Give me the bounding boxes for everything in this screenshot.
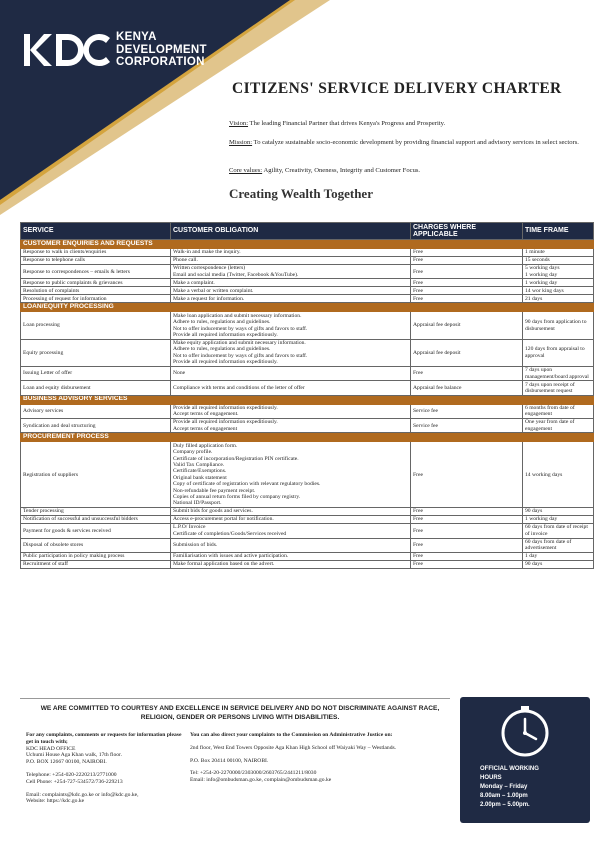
cell-charges: Free xyxy=(411,295,523,303)
cell-charges: Appraisal fee deposit xyxy=(411,312,523,339)
logo-line-development: DEVELOPMENT xyxy=(116,43,207,56)
section-title: LOAN/EQUITY PROCESSING xyxy=(21,303,594,312)
cell-service: Registration of suppliers xyxy=(21,442,171,508)
cell-service: Advisory services xyxy=(21,404,171,418)
cell-service: Response to telephone calls xyxy=(21,257,171,265)
cell-time-frame: 90 days xyxy=(523,508,594,516)
hours-days: Monday – Friday xyxy=(480,784,528,790)
table-header-row xyxy=(21,223,594,240)
section-row xyxy=(21,240,594,249)
cell-time-frame: 1 working day xyxy=(523,516,594,524)
cell-customer-obligation: Make a verbal or written complaint. xyxy=(171,287,411,295)
cell-customer-obligation: L.P.O/ Invoice Certificate of completion/Goods/Services received xyxy=(171,524,411,538)
contact-address-2: P.O. BOX 12667 00100, NAIROBI. xyxy=(26,759,107,766)
table-row xyxy=(21,265,594,279)
cell-customer-obligation: Phone call. xyxy=(171,257,411,265)
cell-charges: Free xyxy=(411,538,523,552)
tagline: Creating Wealth Together xyxy=(229,186,373,201)
kdc-logo-text xyxy=(116,31,207,69)
contact-telephone: Telephone: +254-020-2220213/2771000 xyxy=(26,771,117,778)
cell-customer-obligation: Written correspondence (letters) Email and social media (Twitter, Facebook &YouTube). xyxy=(171,265,411,279)
cell-service: Resolution of complaints xyxy=(21,287,171,295)
mission-label: Mission: xyxy=(229,139,253,146)
table-row xyxy=(21,249,594,257)
kdc-logo xyxy=(22,30,207,70)
section-title: CUSTOMER ENQUIRIES AND REQUESTS xyxy=(21,240,594,249)
cell-time-frame: 1 day xyxy=(523,552,594,560)
cell-customer-obligation: Make equity application and submit necessary information. Adhere to rules, regulations and guidelines. Not to offer inducement by ways of gifts and favors to staff. Provide all required information expeditiously. xyxy=(171,339,411,366)
cell-customer-obligation: None xyxy=(171,366,411,380)
caj-tel: Tel: +254-20-2270000/2303000/2603765/2441211/8030 xyxy=(190,770,317,777)
section-row xyxy=(21,395,594,404)
cell-service: Response to correspondences – emails & letters xyxy=(21,265,171,279)
cell-customer-obligation: Make loan application and submit necessary information. Adhere to rules, regulations and guidelines. Not to offer inducement by ways of gifts and favors to staff. Provide all required information expeditiously. xyxy=(171,312,411,339)
contact-address-1: Uchumi House Aga Khan walk, 17th floor. xyxy=(26,752,123,759)
cell-time-frame: 90 days xyxy=(523,560,594,568)
footer-divider xyxy=(20,698,450,699)
table-row xyxy=(21,295,594,303)
contact-website[interactable]: Website: https://kdc.go.ke xyxy=(26,798,85,805)
table-row xyxy=(21,366,594,380)
cell-time-frame: 90 days from application to disbursement xyxy=(523,312,594,339)
cell-service: Disposal of obsolete stores xyxy=(21,538,171,552)
cell-customer-obligation: Walk-in and make the inquiry. xyxy=(171,249,411,257)
hours-title-line2: HOURS xyxy=(480,775,502,781)
cell-charges: Appraisal fee balance xyxy=(411,381,523,395)
mission-statement xyxy=(229,139,579,147)
table-row xyxy=(21,404,594,418)
cell-time-frame: One year from date of engagement xyxy=(523,419,594,433)
cell-service: Tender processing xyxy=(21,508,171,516)
table-row xyxy=(21,442,594,508)
table-row xyxy=(21,560,594,568)
header-time-frame: TIME FRAME xyxy=(523,223,594,240)
section-title: BUSINESS ADVISORY SERVICES xyxy=(21,395,594,404)
vision-statement xyxy=(229,120,579,128)
cell-service: Notification of successful and unsuccessful bidders xyxy=(21,516,171,524)
hours-morning: 8.00am – 1.00pm xyxy=(480,793,528,799)
cell-time-frame: 7 days upon receipt of disbursement request xyxy=(523,381,594,395)
table-row xyxy=(21,538,594,552)
cell-charges: Free xyxy=(411,249,523,257)
cell-charges: Free xyxy=(411,287,523,295)
cell-service: Processing of request for information xyxy=(21,295,171,303)
cell-charges: Free xyxy=(411,524,523,538)
vision-text: The leading Financial Partner that drives Kenya's Progress and Prosperity. xyxy=(248,120,446,127)
cell-customer-obligation: Access e-procurement portal for notification. xyxy=(171,516,411,524)
kdc-logo-mark xyxy=(22,30,112,70)
section-row xyxy=(21,303,594,312)
cell-customer-obligation: Make a request for information. xyxy=(171,295,411,303)
cell-service: Syndication and deal structuring xyxy=(21,419,171,433)
caj-email[interactable]: Email: info@ombudsman.go.ke, complain@ombudsman.go.ke xyxy=(190,777,332,784)
caj-contact-info xyxy=(190,732,450,784)
cell-customer-obligation: Submission of bids. xyxy=(171,538,411,552)
cell-charges: Free xyxy=(411,516,523,524)
cell-time-frame: 60 days from date of advertisement xyxy=(523,538,594,552)
table-row xyxy=(21,279,594,287)
cell-time-frame: 14 wor king days xyxy=(523,287,594,295)
cell-charges: Free xyxy=(411,560,523,568)
cell-customer-obligation: Compliance with terms and conditions of the letter of offer xyxy=(171,381,411,395)
table-row xyxy=(21,257,594,265)
cell-charges: Appraisal fee deposit xyxy=(411,339,523,366)
contact-email[interactable]: Email: complaints@kdc.go.ke or info@kdc.go.ke, xyxy=(26,791,139,798)
header-service: SERVICE xyxy=(21,223,171,240)
cell-time-frame: 1 working day xyxy=(523,279,594,287)
cell-charges: Free xyxy=(411,552,523,560)
cell-time-frame: 6 months from date of engagement xyxy=(523,404,594,418)
caj-intro: You can also direct your complaints to the Commission on Administrative Justice on: xyxy=(190,732,393,738)
cell-customer-obligation: Make a complaint. xyxy=(171,279,411,287)
table-row xyxy=(21,312,594,339)
contact-cell: Cell Phone: +254-727-534572/736-229213 xyxy=(26,778,123,785)
cell-time-frame: 120 days from appraisal to approval xyxy=(523,339,594,366)
cell-time-frame: 7 days upon management/board approval xyxy=(523,366,594,380)
header-charges: CHARGES WHERE APPLICABLE xyxy=(411,223,523,240)
cell-time-frame: 5 working days 1 working day xyxy=(523,265,594,279)
hours-afternoon: 2.00pm – 5.00pm. xyxy=(480,802,530,808)
cell-service: Loan and equity disbursement xyxy=(21,381,171,395)
commitment-statement: WE ARE COMMITTED TO COURTESY AND EXCELLENCE IN SERVICE DELIVERY AND DO NOT DISCRIMINATE AGAINST RACE, RELIGION, GENDER OR PERSONS LIVING WITH DISABILITIES. xyxy=(40,705,440,721)
header-customer-obligation: CUSTOMER OBLIGATION xyxy=(171,223,411,240)
section-row xyxy=(21,433,594,442)
cell-charges: Free xyxy=(411,508,523,516)
table-body xyxy=(21,240,594,569)
table-row xyxy=(21,381,594,395)
core-values-statement xyxy=(229,167,579,175)
mission-text: To catalyze sustainable socio-economic development by providing financial support and advisory services in select sectors. xyxy=(252,139,579,146)
cell-service: Recruitment of staff xyxy=(21,560,171,568)
cell-charges: Free xyxy=(411,257,523,265)
cell-service: Payment for goods & services received xyxy=(21,524,171,538)
table-row xyxy=(21,516,594,524)
working-hours-text xyxy=(480,765,590,810)
hours-title-line1: OFFICIAL WORKING xyxy=(480,766,539,772)
table-row xyxy=(21,287,594,295)
cell-service: Equity processing xyxy=(21,339,171,366)
page-title: CITIZENS' SERVICE DELIVERY CHARTER xyxy=(232,80,562,97)
cell-time-frame: 14 working days xyxy=(523,442,594,508)
table-row xyxy=(21,419,594,433)
cell-customer-obligation: Provide all required information expeditiously. Accept terms of engagement xyxy=(171,419,411,433)
caj-address: 2nd floor, West End Towers Opposite Aga Khan High School off Waiyaki Way – Westlands. xyxy=(190,744,397,751)
kdc-logo-glyph xyxy=(22,30,114,70)
cell-customer-obligation: Duly filled application form. Company profile. Certificate of incorporation/Registration PIN certificate. Valid Tax Compliance. Certificate/Exemptions. Original bank statement Copy of certificate of registration with relevant regulatory bodies. Non-refundable fee payment receipt. Copies of annual return forms filed by company registry. National ID/Passport. xyxy=(171,442,411,508)
cell-charges: Service fee xyxy=(411,404,523,418)
cell-charges: Free xyxy=(411,279,523,287)
cell-customer-obligation: Make formal application based on the advert. xyxy=(171,560,411,568)
caj-pobox: P.O. Box 20414 00100, NAIROBI. xyxy=(190,757,269,764)
logo-line-kenya: KENYA xyxy=(116,31,157,44)
core-values-label: Core values: xyxy=(229,167,263,174)
vision-label: Vision: xyxy=(229,120,249,127)
kdc-contact-info xyxy=(26,732,186,805)
service-charter-table xyxy=(20,222,594,569)
cell-time-frame: 60 days from date of receipt of invoice xyxy=(523,524,594,538)
cell-time-frame: 21 days xyxy=(523,295,594,303)
cell-charges: Free xyxy=(411,442,523,508)
contact-office: KDC HEAD OFFICE xyxy=(26,745,76,752)
table-row xyxy=(21,552,594,560)
cell-customer-obligation: Familiarisation with issues and active participation. xyxy=(171,552,411,560)
clock-icon xyxy=(460,697,590,767)
cell-charges: Service fee xyxy=(411,419,523,433)
cell-time-frame: 1 minute xyxy=(523,249,594,257)
cell-customer-obligation: Submit bids for goods and services. xyxy=(171,508,411,516)
cell-charges: Free xyxy=(411,366,523,380)
cell-service: Loan processing xyxy=(21,312,171,339)
cell-service: Response to walk in clients/enquiries xyxy=(21,249,171,257)
table-row xyxy=(21,524,594,538)
section-title: PROCUREMENT PROCESS xyxy=(21,433,594,442)
cell-service: Public participation in policy making process xyxy=(21,552,171,560)
table-row xyxy=(21,339,594,366)
cell-service: Response to public complaints & grievances xyxy=(21,279,171,287)
core-values-text: Agility, Creativity, Oneness, Integrity and Customer Focus. xyxy=(262,167,421,174)
cell-service: Issuing Letter of offer xyxy=(21,366,171,380)
cell-customer-obligation: Provide all required information expeditiously. Accept terms of engagement. xyxy=(171,404,411,418)
table-row xyxy=(21,508,594,516)
logo-line-corporation: CORPORATION xyxy=(116,56,205,69)
contact-intro: For any complaints, comments or requests for information please get in touch with; xyxy=(26,732,182,745)
cell-charges: Free xyxy=(411,265,523,279)
cell-time-frame: 15 seconds xyxy=(523,257,594,265)
